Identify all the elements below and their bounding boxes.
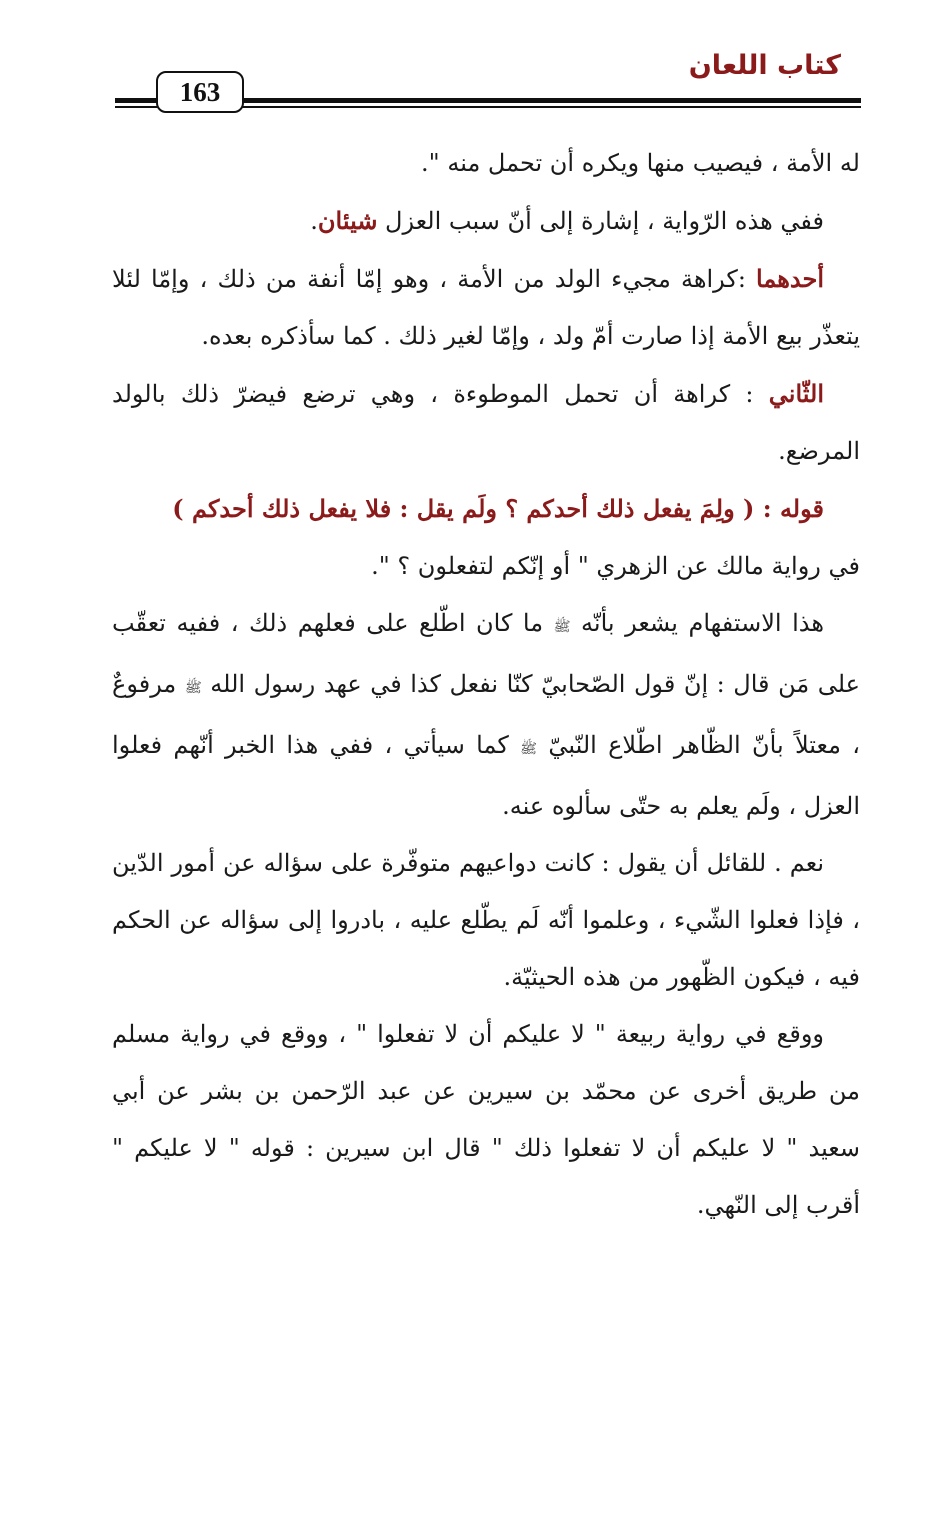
highlight-second: الثّاني [768, 379, 824, 408]
paragraph-4-text: : كراهة أن تحمل الموطوءة ، وهي ترضع فيضرّ ذلك بالولد المرضع. [112, 380, 860, 465]
salawat-glyph: ﷺ [520, 741, 538, 757]
salawat-glyph: ﷺ [184, 680, 202, 696]
paragraph-3 [112, 250, 860, 365]
highlight-two-things: شيئان [317, 206, 378, 235]
salawat-glyph: ﷺ [553, 619, 571, 635]
paragraph-8: نعم . للقائل أن يقول : كانت دواعيهم متوفّرة على سؤاله عن أمور الدّين ، فإذا فعلوا الشّيء ، وعلموا أنّه لَم يطّلع عليه ، بادروا إلى سؤاله عن الحكم فيه ، فيكون الظّهور من هذه الحيثيّة. [112, 849, 860, 991]
paragraph-7-b: ما كان اطّلع على فعلهم ذلك ، ففيه تعقّب على مَن قال : إنّ قول الصّحابيّ كنّا نفعل كذا في عهد رسول الله [112, 609, 861, 698]
paragraph-2-end: . [310, 207, 318, 235]
paragraph-7-a: هذا الاستفهام يشعر بأنّه [570, 609, 825, 637]
paragraph-4 [112, 365, 860, 480]
highlight-first: أحدهما [756, 264, 824, 293]
page-header [0, 0, 945, 120]
paragraph-7 [112, 595, 860, 835]
paragraph-3-text: :كراهة مجيء الولد من الأمة ، وهو إمّا أنفة من ذلك ، وإمّا لئلا يتعذّر بيع الأمة إذا صارت أمّ ولد ، وإمّا لغير ذلك . كما سأذكره بعده. [112, 265, 860, 350]
paragraph-9: ووقع في رواية ربيعة " لا عليكم أن لا تفعلوا " ، ووقع في رواية مسلم من طريق أخرى عن محمّد بن سيرين عن عبد الرّحمن بن بشر عن أبي سعيد " لا عليكم أن لا تفعلوا ذلك " قال ابن سيرين : قوله " لا عليكم " أقرب إلى النّهي. [112, 1020, 860, 1219]
paragraph-5-quote [112, 480, 860, 538]
page-body [112, 135, 860, 1234]
paragraph-6: في رواية مالك عن الزهري " أو إنّكم لتفعلون ؟ ". [371, 552, 860, 580]
paragraph-1: له الأمة ، فيصيب منها ويكره أن تحمل منه ". [421, 149, 860, 177]
paragraph-2 [112, 192, 860, 250]
paragraph-7-c: مرفوعٌ ، معتلاً بأنّ الظّاهر اطّلاع النّبيّ [112, 670, 860, 759]
hadith-quote: قوله : ( ولِمَ يفعل ذلك أحدكم ؟ ولَم يقل : فلا يفعل ذلك أحدكم ) [172, 494, 824, 523]
paragraph-7-d: كما سيأتي ، ففي هذا الخبر أنّهم فعلوا العزل ، ولَم يعلم به حتّى سألوه عنه. [112, 731, 860, 820]
page-number: 163 [156, 71, 244, 113]
paragraph-2-text: ففي هذه الرّواية ، إشارة إلى أنّ سبب العزل [377, 207, 824, 235]
chapter-title: كتاب اللعان [688, 50, 841, 81]
